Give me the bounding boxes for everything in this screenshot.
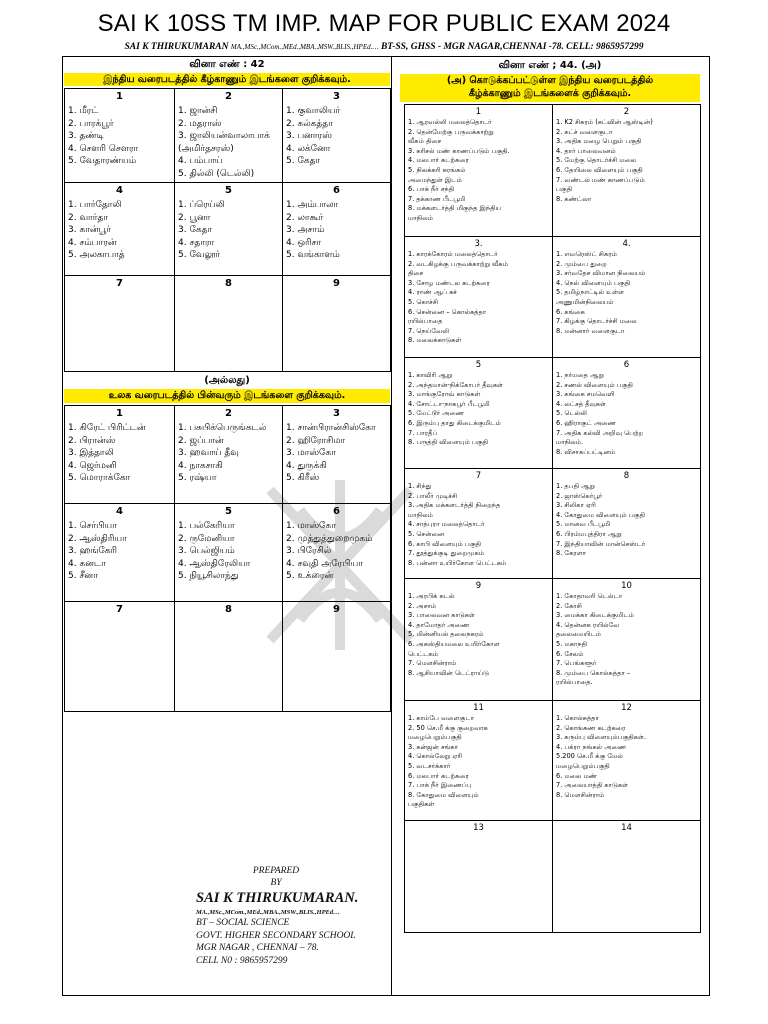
- grid-cell: [175, 183, 283, 276]
- place-item: 5. மொராக்கோ: [68, 473, 131, 483]
- place-item: 2. 50 செ.மீ க்கு குறைவாக: [408, 723, 488, 732]
- place-item: 2. மதராஸ்: [178, 118, 222, 129]
- place-item: 1. கிரேட் பிரிட்டன்: [68, 423, 146, 433]
- place-item: 1. ஜான்சி: [178, 106, 218, 116]
- place-item: 2. ஆஸ்திரியா: [68, 533, 127, 544]
- grid-cell: [405, 579, 553, 701]
- cell-number: 9: [475, 581, 482, 591]
- cell-number: 5: [475, 360, 482, 370]
- cell-number: 3.: [474, 239, 483, 249]
- place-item: பகுதி: [556, 185, 573, 194]
- place-item: 8. மும்பை கொல்கத்தா –: [556, 668, 631, 677]
- grid-cell: [405, 469, 553, 579]
- place-item: 1. ப்ரெய்லி: [178, 200, 225, 210]
- cell-number: 2: [623, 107, 630, 117]
- place-item: 8. பன்னா உயிர்கோள பெட்டகம்: [408, 558, 507, 567]
- place-item: 2. அசாம்: [408, 601, 437, 610]
- cell-number: 9: [333, 604, 340, 615]
- place-item: 8. விசாகப்பட்டினம்: [556, 447, 616, 456]
- place-item: 4. தாமோதர் அணை: [408, 620, 470, 629]
- place-item: 3. ஹவாய் தீவு: [178, 448, 239, 458]
- place-item: 4. ஒரிசா: [286, 237, 322, 248]
- cell-number: 13: [473, 823, 484, 833]
- grid-cell: [65, 276, 175, 372]
- place-item: 2. பிரான்ஸ்: [68, 435, 116, 446]
- place-item: 1. நர்மதை ஆறு: [556, 371, 604, 379]
- cell-number: 7: [475, 471, 482, 481]
- place-item: 3. ஜாலியன்வாலாபாக்: [178, 131, 270, 141]
- place-item: 2. கொங்கண கடற்கரை: [556, 723, 626, 732]
- question-44-instruction: [400, 74, 700, 102]
- place-item: 5. சென்னை: [408, 529, 445, 538]
- place-item: 3. சிலிகா ஏரி: [556, 501, 596, 510]
- grid-cell: [553, 358, 701, 469]
- grid-cell: [553, 701, 701, 821]
- cell-number: 9: [333, 278, 340, 289]
- place-item: 3. அதிக மழை பெறும் பகுதி: [556, 137, 642, 146]
- question-44-grid: [404, 104, 701, 933]
- grid-cell: [553, 105, 701, 237]
- grid-cell: [65, 183, 175, 276]
- place-item: 4. ஆஸ்திரேலியா: [178, 558, 251, 569]
- place-item: திசை: [408, 269, 424, 278]
- place-item: 8. மலைக்காடுகள்: [408, 336, 462, 345]
- place-item: ரயில்பாதை.: [556, 678, 593, 687]
- place-item: 4. சம்பாரன்: [68, 237, 117, 248]
- place-item: 5. மகாநதி: [556, 639, 587, 648]
- cell-number: 4: [116, 185, 123, 196]
- grid-cell: [405, 237, 553, 358]
- place-item: 4. லக்னோ: [286, 143, 331, 154]
- place-item: 7. நெய்வேலி: [408, 326, 450, 335]
- place-item: 1. செர்பியா: [68, 521, 117, 531]
- place-item: 6. மலை மண்: [556, 771, 598, 780]
- place-item: 3. மாங்குரோவ் காடுகள்: [408, 390, 481, 399]
- preparer-name: SAI K THIRUKUMARAN.: [196, 890, 359, 906]
- place-item: 2. முத்துத்துறைமுகம்: [286, 533, 373, 544]
- place-item: 4. நெல் விளையும் பகுதி: [556, 278, 631, 287]
- place-item: 5. தில்லி (டெல்லி): [178, 168, 255, 179]
- place-item: 4. பக்ரா நங்கல் அணை: [556, 742, 627, 751]
- cell-number: 8: [623, 471, 630, 481]
- place-item: 7. இந்தியாவின் மான்செஸ்டர்: [556, 539, 646, 548]
- place-item: 3. பெல்ஜியம்: [178, 546, 235, 556]
- place-item: 1. அரபிக் கடல்: [408, 592, 455, 600]
- place-item: 5. வேதாரண்யம்: [68, 156, 137, 166]
- place-item: 3. மாஸ்கோ: [286, 448, 336, 458]
- grid-cell: [405, 105, 553, 237]
- place-item: 7. வண்டல் மண் காணப்படும்: [556, 175, 645, 184]
- place-item: 6. காபி விளையும் பகுதி: [408, 539, 482, 548]
- cell-number: 1: [116, 408, 123, 419]
- place-item: 1. அம்பாலா: [286, 200, 339, 210]
- preparer-school: GOVT. HIGHER SECONDARY SCHOOL: [196, 930, 356, 941]
- place-item: (அமிர்தசரஸ்): [178, 143, 234, 154]
- place-item: 4. கொல்லேறு ஏரி: [408, 752, 463, 761]
- place-item: 2. ஜப்பான்: [178, 435, 224, 446]
- place-item: 5. உக்ரைன்: [286, 571, 334, 581]
- cell-number: 5: [225, 506, 232, 517]
- place-item: 8. மௌசின்ராம்: [556, 790, 605, 799]
- question-44-instruction-line2: கீழ்க்காணும் இடங்களைக் குறிக்கவும்.: [468, 88, 632, 99]
- author-contact: BT-SS, GHSS - MGR NAGAR,CHENNAI -78. CELL: 9865957299: [380, 42, 644, 52]
- cell-number: 5: [225, 185, 232, 196]
- cell-number: 11: [473, 703, 484, 713]
- grid-cell: [553, 821, 701, 933]
- cell-number: 7: [116, 604, 123, 615]
- place-item: 1. எவரெஸ்ட் சிகரம்: [556, 250, 617, 258]
- cell-number: 1: [475, 107, 482, 117]
- place-item: ரயில்பாதை: [408, 317, 443, 326]
- place-item: தலைமையிடம்: [556, 630, 601, 639]
- place-item: 4. ராண் ஆப் கச்: [408, 288, 457, 297]
- place-item: 7. பாக் நீர் இணைப்பு: [408, 781, 472, 790]
- grid-cell: [283, 183, 391, 276]
- place-item: 1. தபதி ஆறு: [556, 482, 595, 490]
- place-item: 2. கட்ச் வளைகுடா: [556, 127, 613, 136]
- place-item: 2. ஹிரோசிமா: [286, 435, 346, 446]
- place-item: 8. ஆசியாவின் டெட்ராய்டு: [408, 668, 489, 677]
- place-item: மாநிலம்: [408, 213, 433, 222]
- place-item: 5. அலகாபாத்: [68, 250, 125, 260]
- cell-number: 2: [225, 408, 232, 419]
- cell-number: 6: [333, 506, 340, 517]
- place-item: 3. சோழ மண்டல கடற்கரை: [408, 278, 490, 287]
- grid-cell: [283, 89, 391, 183]
- place-item: அணுமின்நிலையம்: [556, 297, 614, 306]
- grid-cell: [553, 579, 701, 701]
- cell-number: 2: [225, 91, 232, 102]
- cell-number: 8: [225, 604, 232, 615]
- place-item: 6. மலபார் கடற்கரை: [408, 771, 469, 780]
- place-item: 6. ஹிராகுட் அணை: [556, 418, 616, 427]
- place-item: 4. நாகசாகி: [178, 460, 223, 471]
- grid-cell: [405, 358, 553, 469]
- place-item: 4. கோதுமை விளையும் பகுதி: [556, 510, 645, 519]
- place-item: 4. லட்சத் தீவுகள்: [556, 399, 606, 408]
- place-item: 4. சௌரி சௌரா: [68, 143, 139, 154]
- cell-number: 4.: [622, 239, 631, 249]
- place-item: 8. மக்களடர்த்தி மிகுந்த இந்திய: [408, 204, 502, 213]
- cell-number: 10: [621, 581, 632, 591]
- by-label: BY: [270, 878, 282, 888]
- cell-number: 6: [623, 360, 630, 370]
- author-name: SAI K THIRUKUMARAN: [124, 42, 229, 52]
- place-item: 1. காவிரி ஆறு: [408, 371, 453, 379]
- place-item: 6. சேலம்: [556, 649, 584, 658]
- place-item: மழைபெறும்பகுதி: [556, 761, 610, 770]
- place-item: 7. அதிக கல்வி அறிவு பெற்ற: [556, 428, 644, 437]
- place-item: 8. மன்னார் வளைகுடா: [556, 326, 625, 335]
- place-item: 7. மௌசின்ராம்: [408, 659, 457, 668]
- place-item: 5. மேட்டூர் அணை: [408, 409, 465, 418]
- place-item: 3. கரும்பு விளையும்பகுதிகள்.: [556, 733, 647, 742]
- author-qualifications: MA.,MSc.,MCom.,MEd.,MBA.,MSW.,BLIS.,HPEd.…: [230, 43, 379, 51]
- grid-cell: [405, 821, 553, 933]
- place-item: 1. கொல்கத்தா: [556, 714, 599, 722]
- place-item: 4. மலபார் கடற்கரை: [408, 156, 469, 165]
- place-item: 5. மானவ பீடபூமி: [556, 520, 611, 529]
- place-item: 4. சாத்புரா மலைத்தொடர்: [408, 520, 485, 529]
- grid-cell: [553, 237, 701, 358]
- place-item: 5. கொச்சி: [408, 297, 438, 306]
- grid-cell: [65, 504, 175, 602]
- place-item: 5. மின்னியல் தலைநகரம்: [408, 630, 484, 639]
- place-item: 8. கண்ட்லா: [556, 194, 592, 203]
- place-item: 3. கேதா: [178, 225, 213, 235]
- question-42-instruction: இந்திய வரைபடத்தில் கீழ்காணும் இடங்களை குறிக்கவும்.: [64, 73, 390, 86]
- place-item: 8. கோதுமை விளையும்: [408, 790, 479, 799]
- question-42-title: வினா எண் : 42: [189, 59, 265, 70]
- place-item: 6. பிரம்மபுத்திரா ஆறு: [556, 529, 622, 538]
- place-item: அமைந்துள் இடம்: [408, 175, 462, 184]
- grid-cell: [65, 602, 175, 712]
- place-item: வீசும் திசை: [408, 137, 442, 146]
- place-item: 7. பாரதீப்: [408, 428, 438, 437]
- place-item: 3. பிரேசில்: [286, 546, 332, 556]
- place-item: 4. தென்னக ரயில்வே: [556, 620, 620, 629]
- preparer-designation: BT – SOCIAL SCIENCE: [196, 918, 290, 928]
- cell-number: 8: [225, 278, 232, 289]
- place-item: 2. ருமேனியா: [178, 533, 235, 544]
- place-item: 3. பனாரஸ்: [286, 131, 332, 141]
- place-item: 5. வடசர்க்கார்: [408, 761, 451, 770]
- place-item: 6. சென்னை – கொல்கத்தா: [408, 307, 487, 316]
- place-item: 6. இரும்பு தாது கிடைக்குமிடம்: [408, 418, 501, 427]
- place-item: 3. பாலைவன காடுகள்: [408, 611, 475, 620]
- place-item: 2. அந்தமான்-நிக்கோபர் தீவுகள்: [408, 380, 504, 389]
- place-item: 5. தமிழ்நாட்டில் உள்ள: [556, 288, 625, 297]
- or-heading: (அல்லது): [204, 375, 250, 386]
- place-item: 2. தென்மேற்கு பருவக்காற்று: [408, 127, 494, 136]
- cell-number: 12: [621, 703, 632, 713]
- place-item: 4. துருக்கி: [286, 460, 327, 471]
- place-item: 5. நிலக்கரி சுரங்கம்: [408, 165, 466, 174]
- place-item: பகுதிகள்: [408, 800, 435, 809]
- cell-number: 4: [116, 506, 123, 517]
- prepared-label: PREPARED: [252, 866, 300, 876]
- place-item: 7. பெங்களூர்: [556, 659, 597, 668]
- grid-cell: [65, 89, 175, 183]
- place-item: 5. டெல்லி: [556, 409, 587, 418]
- author-line: [0, 42, 768, 52]
- prepared-by-block: [196, 865, 396, 967]
- place-item: 1. கோதாவரி டெல்டா: [556, 592, 623, 600]
- place-item: 5. கேதா: [286, 156, 321, 166]
- place-item: 3. கரிசல் மண் காணப்படும் பகுதி.: [408, 146, 510, 155]
- place-item: 1. மாஸ்கோ: [286, 521, 336, 531]
- place-item: 1. சிந்து: [408, 482, 432, 490]
- place-item: 1. ஆரவல்லி மலைத்தொடர்: [408, 118, 492, 126]
- cell-number: 6: [333, 185, 340, 196]
- place-item: 7. தக்காண பீடபூமி: [408, 194, 466, 203]
- place-item: 6. பாக் நீர் சந்தி: [408, 185, 455, 194]
- place-item: 3. சர்வதேச விமான நிலையம்: [556, 269, 646, 278]
- place-item: 1. மீரட்: [68, 106, 99, 116]
- place-item: 5. வேலூர்: [178, 250, 221, 260]
- cell-number: 3: [333, 91, 340, 102]
- place-item: 3. மைக்கா கிடைக்குமிடம்: [556, 611, 634, 620]
- place-item: 3. அசாம்: [286, 225, 325, 235]
- grid-cell: [553, 469, 701, 579]
- grid-cell: [405, 701, 553, 821]
- place-item: 6. கங்கை: [556, 307, 585, 316]
- place-item: 3. கன்ஜன் சங்கா: [408, 742, 459, 751]
- grid-cell: [175, 276, 283, 372]
- grid-cell: [175, 89, 283, 183]
- place-item: 4. சோட்டா-நாகபூர் பீடபூமி: [408, 399, 490, 408]
- place-item: 5. கிரீஸ்: [286, 473, 320, 483]
- place-item: 7. கிழக்கு தொடர்ச்சி மலை: [556, 317, 637, 326]
- place-item: 1. குவாலியர்: [286, 106, 341, 116]
- place-item: 3. தண்டி: [68, 131, 104, 141]
- place-item: 2. பூனா: [178, 212, 211, 223]
- place-item: 4. பம்பாய்: [178, 156, 223, 166]
- place-item: 1. காரக்கோரம் மலைத்தொடர்: [408, 250, 498, 258]
- preparer-location: MGR NAGAR , CHENNAI – 78.: [196, 943, 319, 953]
- place-item: 4. கனடா: [68, 558, 106, 569]
- place-item: 4. சதாரா: [178, 237, 215, 248]
- place-item: 7. தூத்துக்குடி துறைமுகம்: [408, 549, 485, 558]
- preparer-qualifications: MA.,MSc.,MCom.,MEd.,MBA.,MSW.,BLIS.,HPEd…: [196, 909, 340, 916]
- place-item: 3. இத்தாலி: [68, 448, 114, 458]
- place-item: 5. வங்காளம்: [286, 250, 340, 260]
- place-item: 5. நியூசிலாந்து: [178, 571, 239, 581]
- place-item: மாநிலம்: [408, 510, 433, 519]
- page-title: SAI K 10SS TM IMP. MAP FOR PUBLIC EXAM 2024: [97, 10, 671, 37]
- place-item: 3. கான்பூர்: [68, 225, 111, 235]
- place-item: 1. காம்பே வளைகுடா: [408, 714, 475, 722]
- place-item: 2. மும்பை துறை: [556, 259, 607, 268]
- place-item: 2. பாரக்பூர்: [68, 118, 114, 129]
- cell-number: 3: [333, 408, 340, 419]
- place-item: 2. வடகிழக்கு பருவக்காற்று வீசும்: [408, 259, 509, 268]
- place-item: 3. அதிக மக்களடர்த்தி நிறைந்த: [408, 501, 501, 510]
- place-item: 7. அலையாத்தி காடுகள்: [556, 781, 629, 790]
- place-item: 2. லாகூர்: [286, 212, 324, 223]
- place-item: 5.200 செ.மீ க்கு மேல்: [556, 752, 623, 761]
- cell-number: 1: [116, 91, 123, 102]
- question-44-instruction-line1: (அ) கொடுக்கப்பட்டுள்ள இந்திய வரைபடத்தில்: [446, 75, 654, 86]
- place-item: 4. ஜெர்மனி: [68, 460, 117, 471]
- india-map-grid: [64, 88, 391, 372]
- place-item: 1. பசுபிக்பெருங்கடல்: [178, 423, 267, 433]
- place-item: 5. மேற்கு தொடர்ச்சி மலை: [556, 156, 637, 165]
- place-item: 6. அகஸ்தியமலை உயிர்கோள: [408, 639, 500, 648]
- question-44-title: வினா எண் ; 44. (அ): [498, 60, 602, 71]
- place-item: 3. கங்கை சமவெளி: [556, 390, 615, 399]
- place-item: 4. தார் பாலைவனம்: [556, 146, 616, 155]
- place-item: 1. K2 சிகரம் (கட்வின் ஆஸ்டின்): [556, 118, 653, 126]
- place-item: 5. சீனா: [68, 571, 98, 581]
- preparer-phone: CELL N0 : 9865957299: [196, 955, 288, 966]
- place-item: 8. பருத்தி விளையும் பகுதி: [408, 438, 489, 447]
- place-item: 5. ரஷ்யா: [178, 473, 217, 483]
- grid-cell: [283, 276, 391, 372]
- place-item: 2. கல்கத்தா: [286, 118, 333, 129]
- place-item: 2. கோசி: [556, 601, 582, 610]
- place-item: 4. சவுதி அரேபியா: [286, 558, 363, 569]
- world-map-instruction: உலக வரைபடத்தில் பின்வரும் இடங்களை குறிக்கவும்.: [64, 389, 390, 403]
- place-item: 2. சணல் விளையும் பகுதி: [556, 380, 633, 389]
- place-item: 3. ஹங்கேரி: [68, 546, 117, 556]
- cell-number: 7: [116, 278, 123, 289]
- cell-number: 14: [621, 823, 632, 833]
- place-item: 2. ஜாஸ்கெர்பூர்: [556, 491, 603, 500]
- place-item: 2. வார்தா: [68, 212, 109, 223]
- place-item: 1. பல்கேரியா: [178, 521, 235, 531]
- place-item: 8. கேரளா: [556, 549, 587, 558]
- place-item: பெட்டகம்: [408, 649, 439, 658]
- place-item: மழைபெறும்பகுதி: [408, 733, 462, 742]
- place-item: மாநிலம்.: [556, 438, 584, 447]
- place-item: 1. பார்தோலி: [68, 200, 122, 210]
- grid-cell: [65, 406, 175, 504]
- place-item: 6. தேயிலை விளையும் பகுதி: [556, 165, 643, 174]
- place-item: 2. பாலீர் முடிச்சி: [408, 491, 458, 500]
- place-item: 1. சான்பிரான்சிஸ்கோ: [286, 423, 376, 433]
